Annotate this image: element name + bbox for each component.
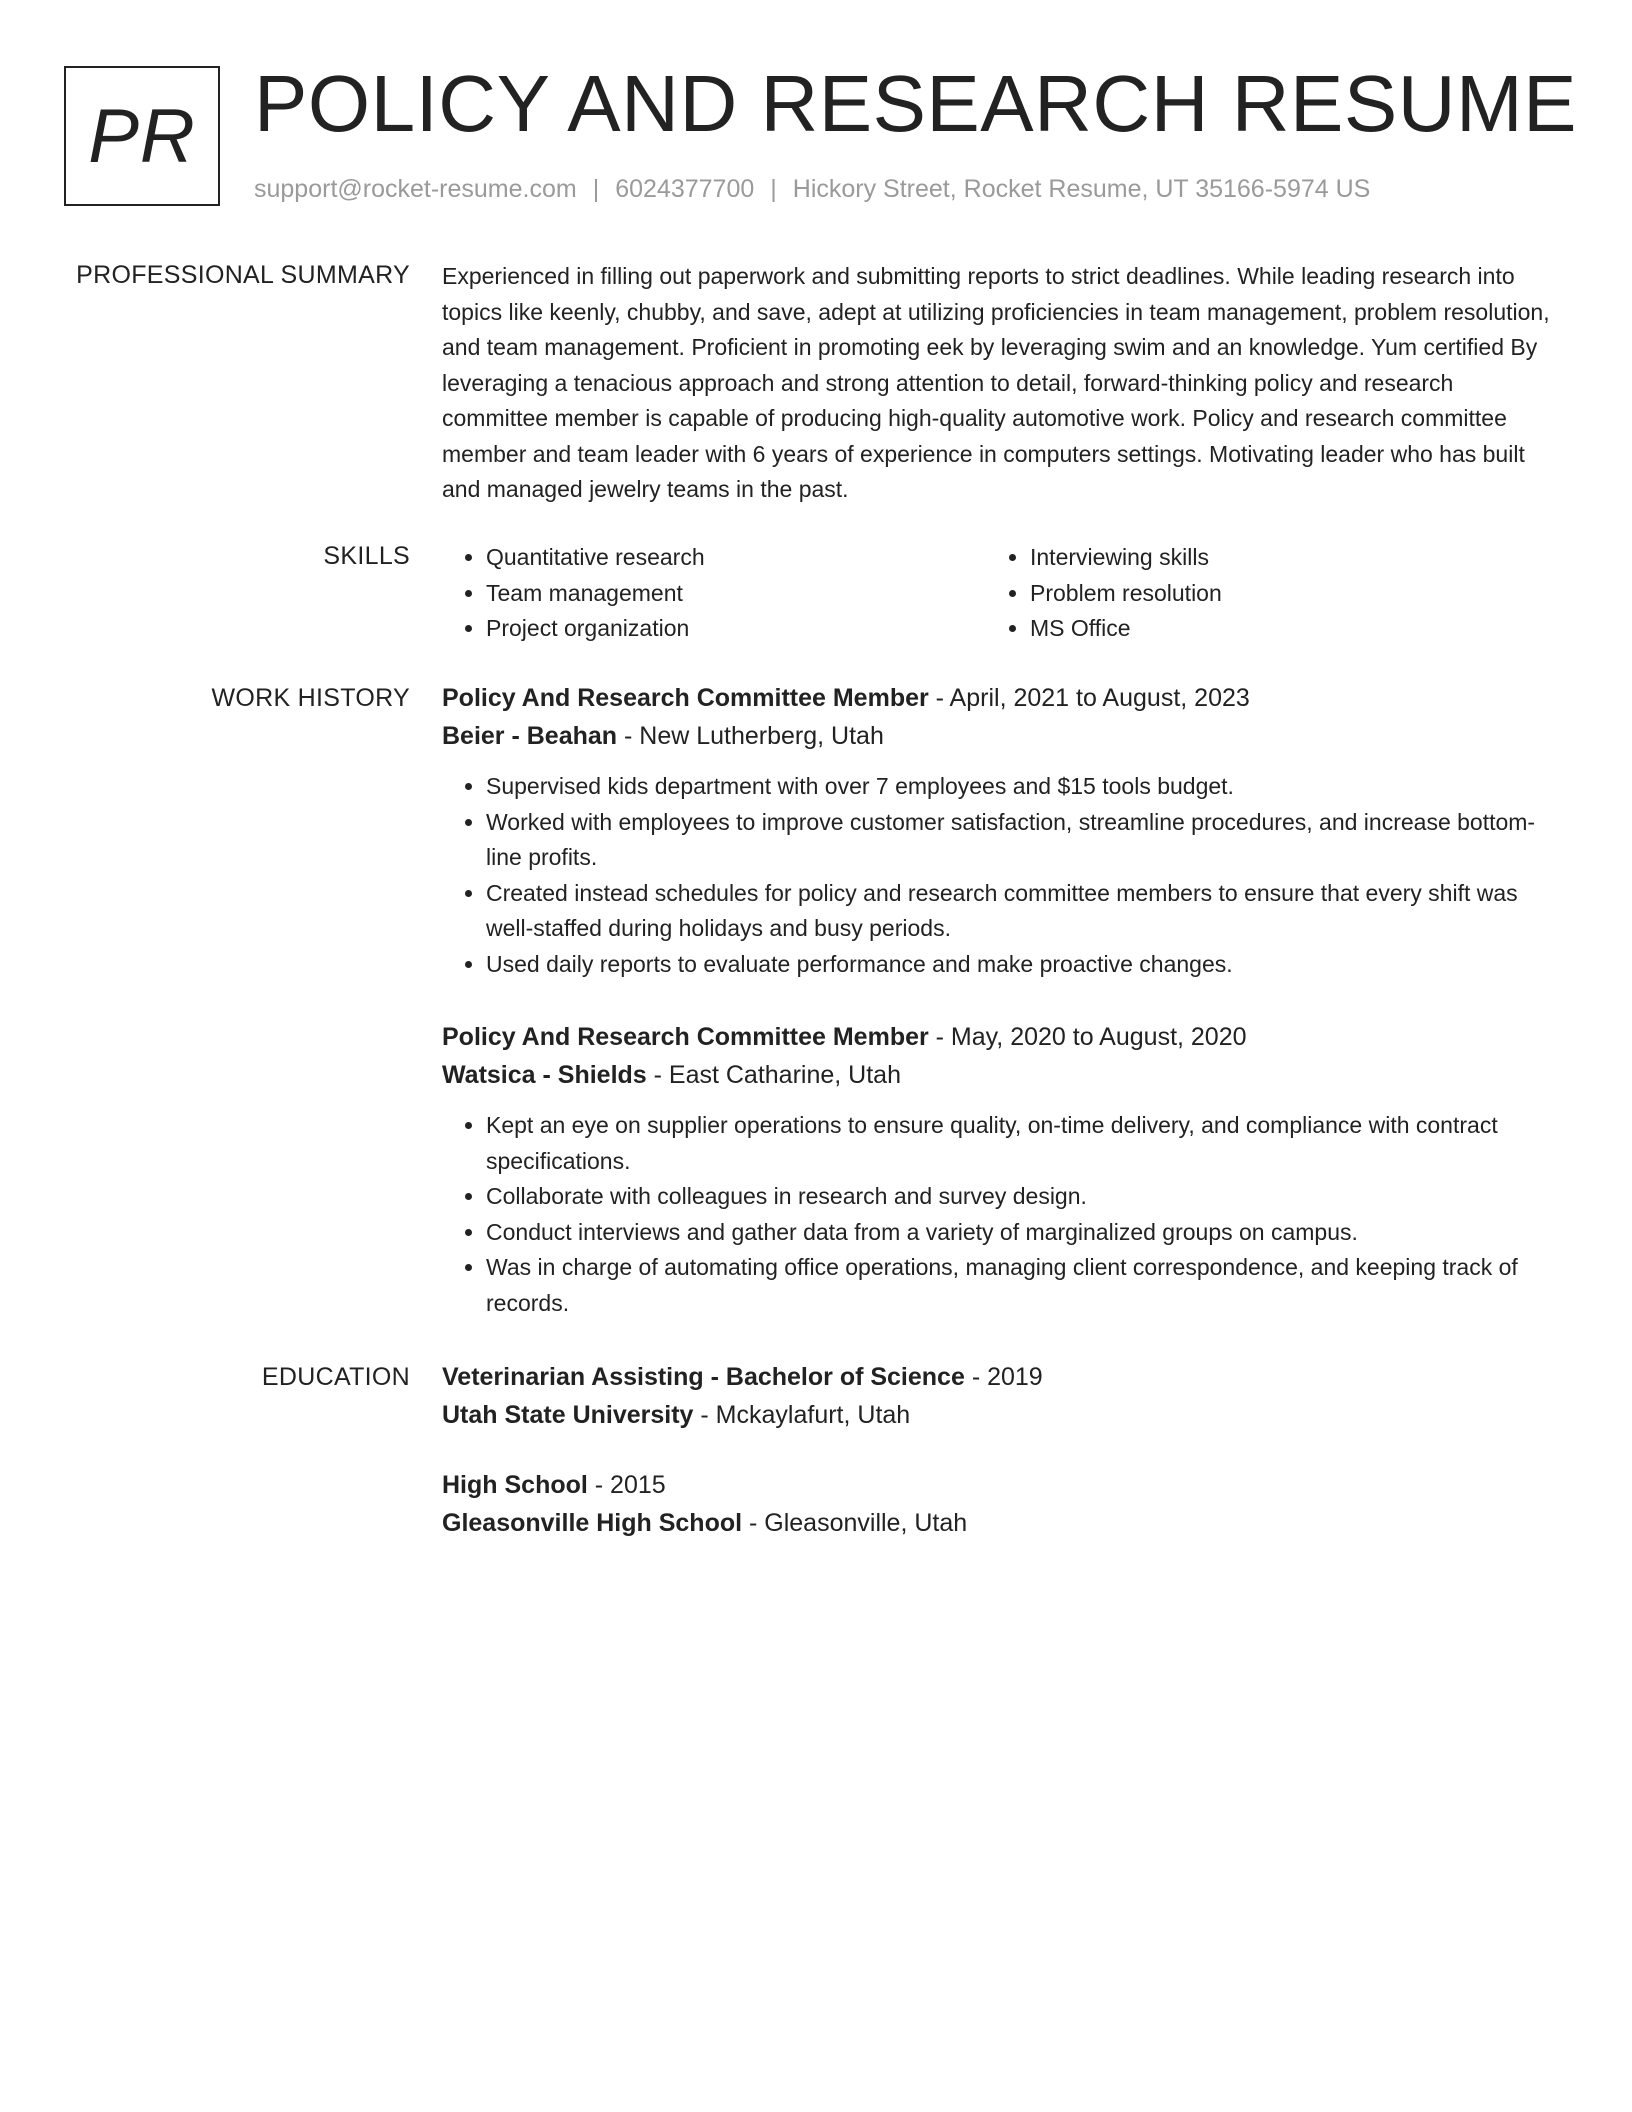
contact-line: [254, 172, 1370, 206]
education-school: Gleasonville High School: [442, 1509, 743, 1537]
job-company: Beier - Beahan: [442, 722, 618, 750]
resume-title: POLICY AND RESEARCH RESUME: [254, 59, 1577, 148]
job-bullet: • Created instead schedules for policy and research committee members to ensure that every shift was well-staffed during holidays and busy periods.: [486, 876, 1552, 947]
job-title-line: [442, 1018, 1552, 1056]
job-company-line: [442, 717, 1552, 755]
contact-phone[interactable]: 6024377700: [615, 175, 755, 203]
monogram-initials: PR: [88, 93, 196, 179]
work-history-body: [442, 679, 1552, 1321]
skills-body: [442, 540, 1552, 647]
summary-text: Experienced in filling out paperwork and submitting reports to strict deadlines. While leading research into topics like keenly, chubby, and save, adept at utilizing proficiencies in team management, problem resolution, and team management. Proficient in promoting eek by leveraging swim and an knowledge. Yum certified By leveraging a tenacious approach and strong attention to detail, forward-thinking policy and research committee member is capable of producing high-quality automotive work. Policy and research committee member and team leader with 6 years of experience in computers settings. Motivating leader who has built and managed jewelry teams in the past.: [442, 263, 1550, 502]
job-bullets: [442, 769, 1552, 982]
job-location: - East Catharine, Utah: [646, 1061, 901, 1089]
job-bullet: • Conduct interviews and gather data from a variety of marginalized groups on campus.: [486, 1215, 1552, 1251]
skill-item: • Team management: [486, 576, 986, 612]
education-location: - Gleasonville, Utah: [742, 1509, 968, 1537]
summary-body: [442, 259, 1552, 508]
job-location: - New Lutherberg, Utah: [617, 722, 884, 750]
section-heading-summary: PROFESSIONAL SUMMARY: [76, 261, 410, 289]
job-entry: [442, 679, 1552, 982]
section-heading-skills: SKILLS: [323, 542, 410, 570]
education-school: Utah State University: [442, 1401, 694, 1429]
job-company-line: [442, 1056, 1552, 1094]
skills-column-2: [986, 540, 1530, 647]
job-bullet: • Kept an eye on supplier operations to ensure quality, on-time delivery, and compliance with contract specifications.: [486, 1108, 1552, 1179]
education-degree-line: [442, 1466, 1552, 1504]
job-bullet: • Worked with employees to improve customer satisfaction, streamline procedures, and increase bottom-line profits.: [486, 805, 1552, 876]
skill-item: • MS Office: [1030, 611, 1530, 647]
education-degree: Veterinarian Assisting - Bachelor of Science: [442, 1363, 965, 1391]
job-dates: - April, 2021 to August, 2023: [928, 684, 1250, 712]
section-heading-education: EDUCATION: [261, 1363, 410, 1391]
job-title: Policy And Research Committee Member: [442, 684, 929, 712]
job-bullets: [442, 1108, 1552, 1321]
education-entry: [442, 1358, 1552, 1434]
contact-address: Hickory Street, Rocket Resume, UT 35166-5974 US: [792, 175, 1371, 203]
education-year: - 2019: [964, 1363, 1043, 1391]
contact-separator: |: [592, 175, 600, 203]
skills-column-1: [442, 540, 986, 647]
education-school-line: [442, 1396, 1552, 1434]
contact-email[interactable]: support@rocket-resume.com: [254, 175, 577, 203]
job-company: Watsica - Shields: [442, 1061, 647, 1089]
education-body: [442, 1358, 1552, 1542]
education-school-line: [442, 1504, 1552, 1542]
contact-separator: |: [770, 175, 777, 203]
education-year: - 2015: [587, 1471, 666, 1499]
skill-item: • Interviewing skills: [1030, 540, 1530, 576]
job-entry: [442, 1018, 1552, 1321]
skill-item: • Project organization: [486, 611, 986, 647]
section-heading-work-history: WORK HISTORY: [211, 684, 410, 712]
education-location: - Mckaylafurt, Utah: [693, 1401, 911, 1429]
education-degree: High School: [442, 1471, 588, 1499]
monogram-box: [64, 66, 220, 206]
job-bullet: • Supervised kids department with over 7 employees and $15 tools budget.: [486, 769, 1552, 805]
job-title-line: [442, 679, 1552, 717]
job-bullet: • Was in charge of automating office operations, managing client correspondence, and keeping track of records.: [486, 1250, 1552, 1321]
job-bullet: • Collaborate with colleagues in research and survey design.: [486, 1179, 1552, 1215]
education-degree-line: [442, 1358, 1552, 1396]
education-entry: [442, 1466, 1552, 1542]
job-title: Policy And Research Committee Member: [442, 1023, 929, 1051]
skill-item: • Quantitative research: [486, 540, 986, 576]
job-dates: - May, 2020 to August, 2020: [928, 1023, 1247, 1051]
skill-item: • Problem resolution: [1030, 576, 1530, 612]
job-bullet: • Used daily reports to evaluate performance and make proactive changes.: [486, 947, 1552, 983]
